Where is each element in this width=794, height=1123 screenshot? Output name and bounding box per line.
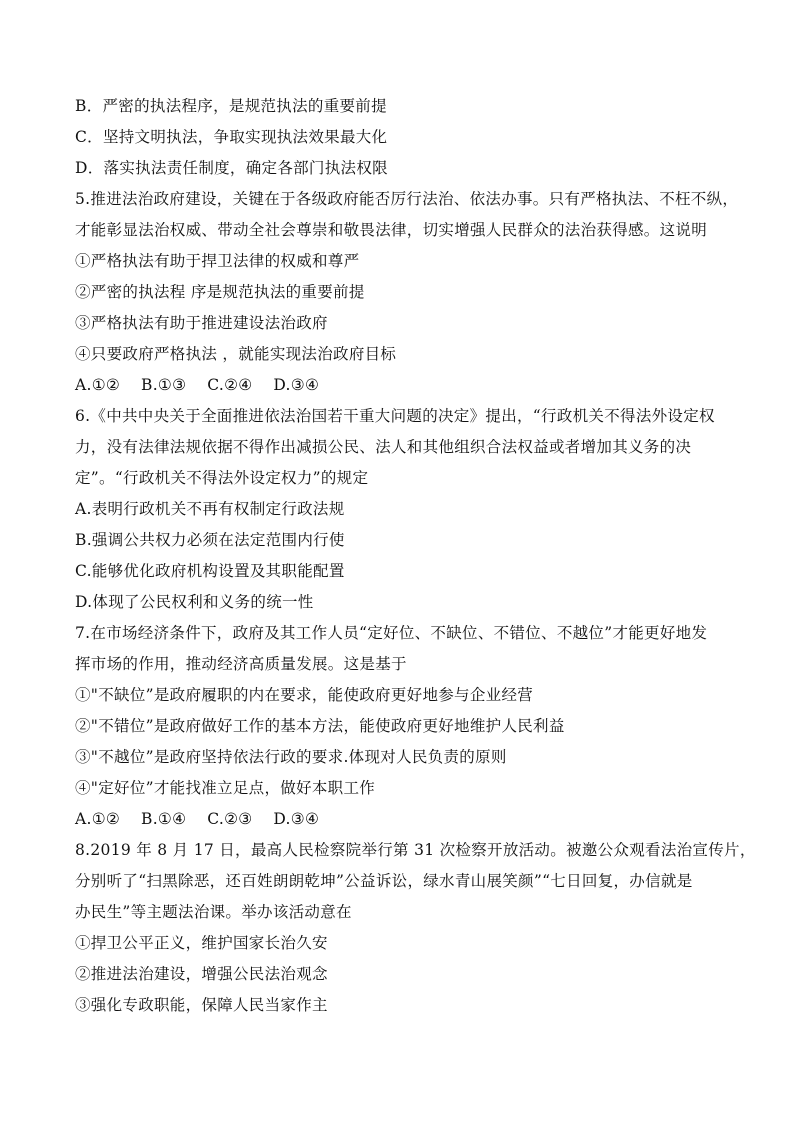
question-5-stem-line-2: 才能彰显法治权威、带动全社会尊崇和敬畏法律，切实增强人民群众的法治获得感。这说明 xyxy=(75,221,708,239)
question-5-statement-1: ①严格执法有助于捍卫法律的权威和尊严 xyxy=(75,252,360,270)
question-7-statement-1: ①"不缺位”是政府履职的内在要求，能使政府更好地参与企业经营 xyxy=(75,686,534,704)
question-5-statement-4: ④只要政府严格执法 ，就能实现法治政府目标 xyxy=(75,345,397,363)
question-6-option-c: C.能够优化政府机构设置及其职能配置 xyxy=(75,562,345,580)
question-8-stem-line-1: 8.2019 年 8 月 17 日，最高人民检察院举行第 31 次检察开放活动。被邀公众观看法治宣传片， xyxy=(75,841,756,859)
question-7-stem-line-1: 7.在市场经济条件下，政府及其工作人员“定好位、不缺位、不错位、不越位”才能更好地发 xyxy=(75,624,708,642)
question-6-option-d: D.体现了公民权利和义务的统一性 xyxy=(75,593,314,611)
question-6-stem-line-2: 力，没有法律法规依据不得作出减损公民、法人和其他组织合法权益或者增加其义务的决 xyxy=(75,438,692,456)
question-6-option-b: B.强调公共权力必须在法定范围内行使 xyxy=(75,531,345,549)
question-5-statement-3: ③严格执法有助于推进建设法治政府 xyxy=(75,314,328,332)
question-5-stem-line-1: 5.推进法治政府建设，关键在于各级政府能否厉行法治、依法办事。只有严格执法、不枉不纵， xyxy=(75,190,739,208)
question-7-statement-4: ④"定好位”才能找准立足点，做好本职工作 xyxy=(75,779,376,797)
question-8-statement-2: ②推进法治建设，增强公民法治观念 xyxy=(75,965,328,983)
question-6-option-a: A.表明行政机关不再有权制定行政法规 xyxy=(75,500,345,518)
text-line-option-d-q4: D．落实执法责任制度，确定各部门执法权限 xyxy=(75,159,388,177)
question-7-statement-2: ②"不错位”是政府做好工作的基本方法，能使政府更好地维护人民利益 xyxy=(75,717,565,735)
question-8-statement-1: ①捍卫公平正义，维护国家长治久安 xyxy=(75,934,328,952)
question-8-statement-3: ③强化专政职能，保障人民当家作主 xyxy=(75,996,328,1014)
question-6-stem-line-3: 定”。“行政机关不得法外设定权力”的规定 xyxy=(75,469,369,487)
question-7-stem-line-2: 挥市场的作用，推动经济高质量发展。这是基于 xyxy=(75,655,407,673)
text-line-option-b-q4: B．严密的执法程序，是规范执法的重要前提 xyxy=(75,97,387,115)
question-5-statement-2: ②严密的执法程 序是规范执法的重要前提 xyxy=(75,283,365,301)
text-line-option-c-q4: C．坚持文明执法，争取实现执法效果最大化 xyxy=(75,128,388,146)
question-7-options: A.①② B.①④ C.②③ D.③④ xyxy=(75,810,320,828)
question-8-stem-line-3: 办民生”等主题法治课。举办该活动意在 xyxy=(75,903,352,921)
question-8-stem-line-2: 分别听了“扫黑除恶，还百姓朗朗乾坤”公益诉讼，绿水青山展笑颜”“七日回复，办信就是 xyxy=(75,872,693,890)
question-7-statement-3: ③"不越位”是政府坚持依法行政的要求.体现对人民负责的原则 xyxy=(75,748,507,766)
question-5-options: A.①② B.①③ C.②④ D.③④ xyxy=(75,376,320,394)
question-6-stem-line-1: 6.《中共中央关于全面推进依法治国若干重大问题的决定》提出，“行政机关不得法外设定权 xyxy=(75,407,715,425)
